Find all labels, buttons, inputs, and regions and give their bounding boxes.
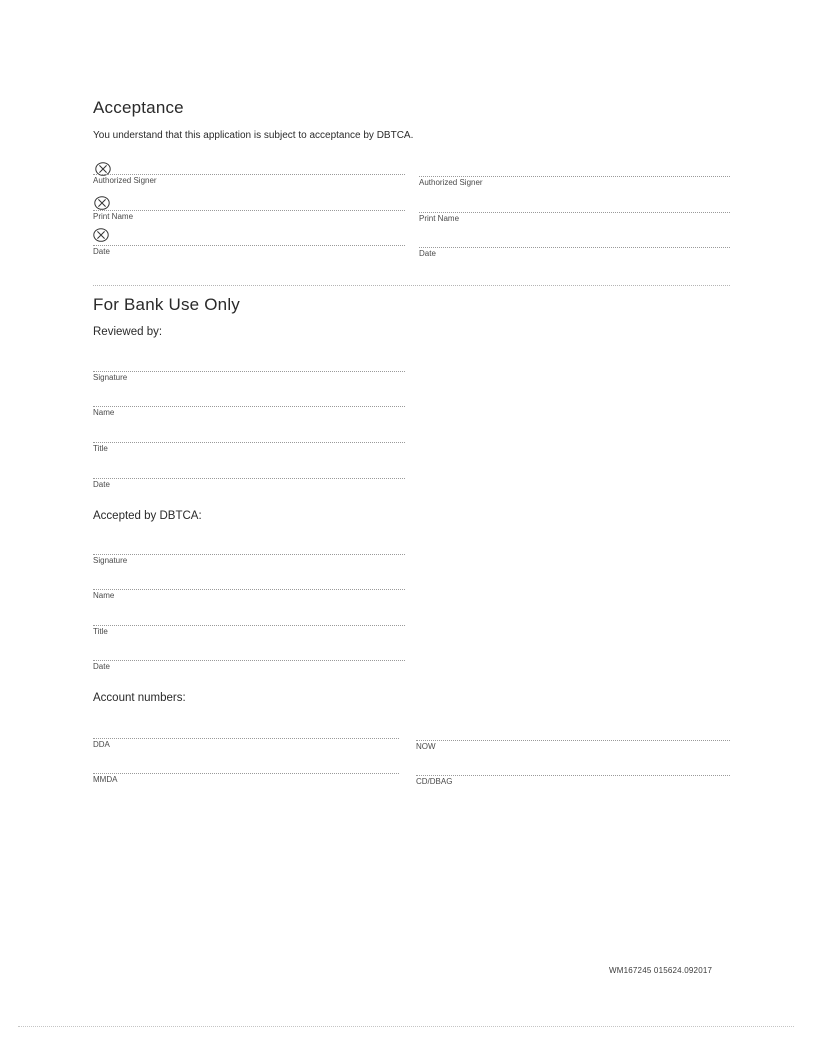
signature-line	[419, 176, 730, 177]
signature-line	[93, 738, 399, 739]
signature-line	[93, 210, 405, 211]
reviewed-by-heading: Reviewed by:	[93, 326, 163, 338]
page-bottom-edge	[18, 1026, 794, 1027]
field-label: NOW	[416, 742, 436, 751]
field-label: Title	[93, 627, 108, 636]
handwritten-x-mark-icon	[92, 226, 110, 244]
signature-line	[93, 442, 405, 443]
accepted-by-heading: Accepted by DBTCA:	[93, 510, 202, 522]
accepted-title-field[interactable]	[93, 625, 405, 639]
field-label: DDA	[93, 740, 110, 749]
right-date-field[interactable]	[419, 247, 730, 261]
field-label: Authorized Signer	[93, 176, 157, 185]
bank-use-heading: For Bank Use Only	[93, 295, 241, 314]
signature-line	[93, 589, 405, 590]
accepted-date-field[interactable]	[93, 660, 405, 674]
section-divider	[93, 285, 730, 286]
signature-line	[419, 247, 730, 248]
acceptance-intro: You understand that this application is subject to acceptance by DBTCA.	[93, 130, 414, 141]
reviewed-name-field[interactable]	[93, 406, 405, 420]
field-label: Date	[93, 480, 110, 489]
reviewed-signature-field[interactable]	[93, 371, 405, 385]
field-label: Print Name	[419, 214, 460, 223]
signature-line	[93, 773, 399, 774]
right-print-name-field[interactable]	[419, 212, 730, 226]
field-label: Date	[93, 662, 110, 671]
signature-line	[93, 554, 405, 555]
field-label: Signature	[93, 556, 128, 565]
reviewed-title-field[interactable]	[93, 442, 405, 456]
signature-line	[93, 245, 405, 246]
field-label: Authorized Signer	[419, 178, 483, 187]
left-authorized-signer-field[interactable]	[93, 174, 405, 188]
left-print-name-field[interactable]	[93, 210, 405, 224]
accepted-name-field[interactable]	[93, 589, 405, 603]
signature-line	[416, 740, 730, 741]
signature-line	[93, 478, 405, 479]
field-label: Signature	[93, 373, 128, 382]
signature-line	[93, 174, 405, 175]
field-label: Title	[93, 444, 108, 453]
dda-field[interactable]	[93, 738, 399, 752]
document-reference-code: WM167245 015624.092017	[609, 966, 713, 975]
accepted-signature-field[interactable]	[93, 554, 405, 568]
field-label: Name	[93, 408, 115, 417]
field-label: Name	[93, 591, 115, 600]
signature-line	[93, 625, 405, 626]
reviewed-date-field[interactable]	[93, 478, 405, 492]
field-label: Date	[93, 247, 110, 256]
acceptance-heading: Acceptance	[93, 98, 184, 117]
field-label: MMDA	[93, 775, 118, 784]
field-label: Date	[419, 249, 436, 258]
signature-line	[93, 371, 405, 372]
right-authorized-signer-field[interactable]	[419, 176, 730, 190]
mmda-field[interactable]	[93, 773, 399, 787]
account-numbers-heading: Account numbers:	[93, 692, 186, 704]
field-label: Print Name	[93, 212, 134, 221]
cd-dbag-field[interactable]	[416, 775, 730, 789]
now-field[interactable]	[416, 740, 730, 754]
signature-line	[419, 212, 730, 213]
signature-line	[93, 660, 405, 661]
signature-line	[93, 406, 405, 407]
field-label: CD/DBAG	[416, 777, 453, 786]
left-date-field[interactable]	[93, 245, 405, 259]
signature-line	[416, 775, 730, 776]
